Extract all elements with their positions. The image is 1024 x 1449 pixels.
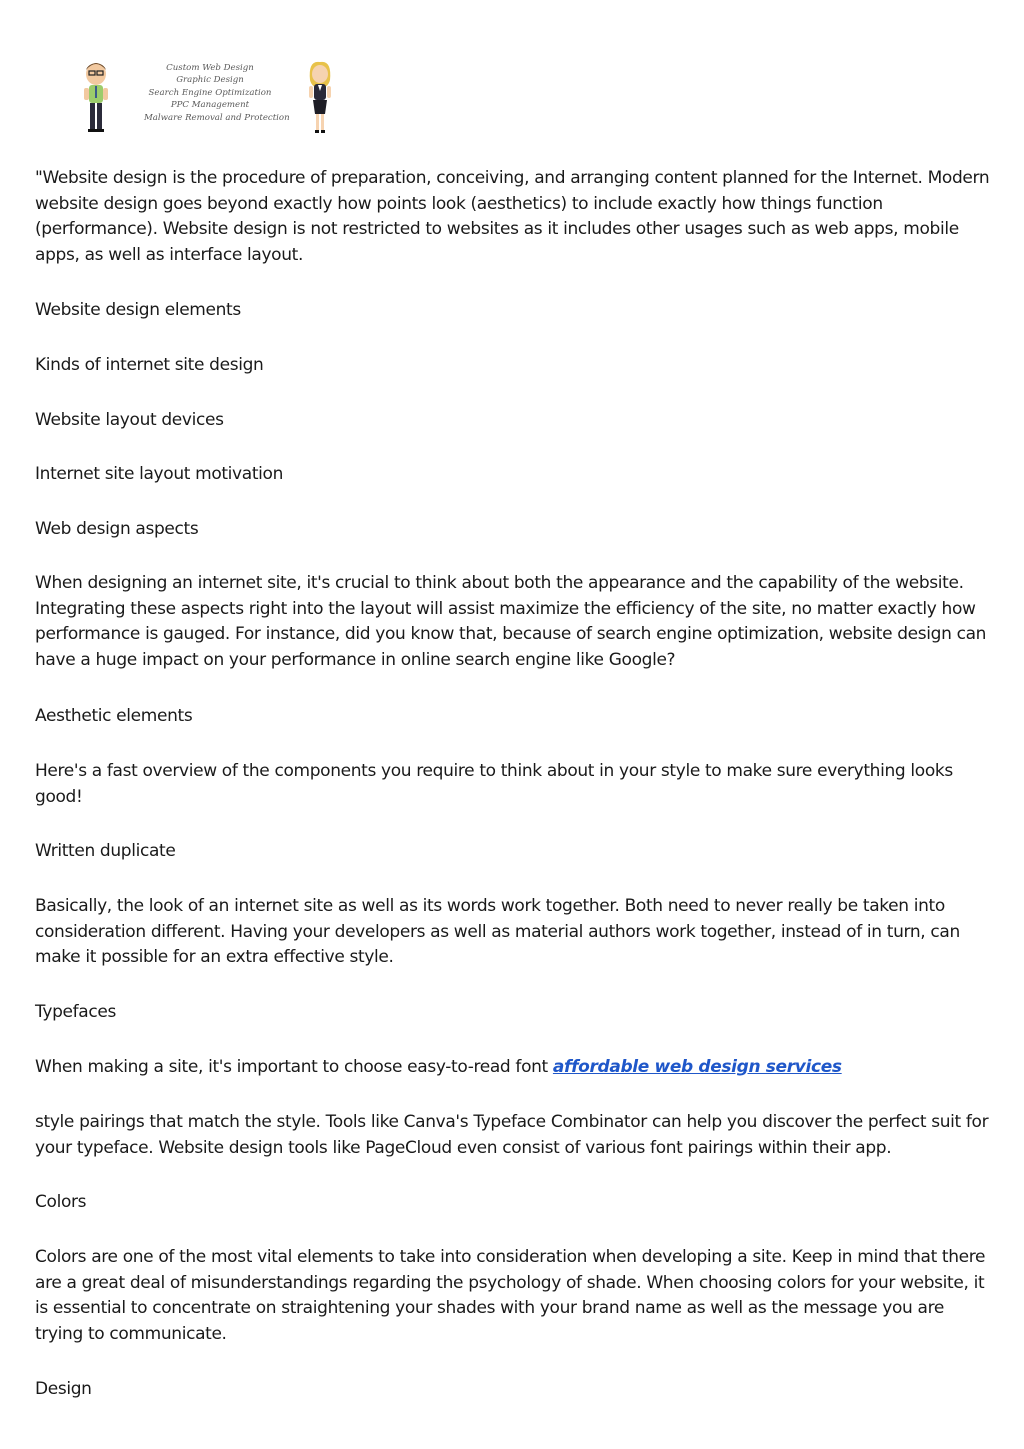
header-banner xyxy=(80,58,340,138)
section-heading: Website design elements xyxy=(35,300,241,320)
service-line: Search Engine Optimization xyxy=(148,87,272,98)
section-heading: Colors xyxy=(35,1192,87,1212)
section-heading: Internet site layout motivation xyxy=(35,464,284,484)
section-heading: Website layout devices xyxy=(35,410,224,430)
body-paragraph: When designing an internet site, it's crucial to think about both the appearance and the capability of the website. Integrating these aspects right into the layout will assist maximize the efficiency of the site, no matter exactly how performance is gauged. For instance, did you know that, because of search engine optimization, website design can have a huge impact on your performance in online search engine like Google? xyxy=(35,573,987,671)
section-heading: Written duplicate xyxy=(35,841,176,861)
body-paragraph: Here's a fast overview of the components you require to think about in your style to make sure everything looks good! xyxy=(35,761,953,807)
service-line: Malware Removal and Protection xyxy=(144,112,290,123)
section-heading: Aesthetic elements xyxy=(35,706,193,726)
body-paragraph: Basically, the look of an internet site as well as its words work together. Both need to never really be taken into consideration different. Having your developers as well as material authors work together, instead of in turn, can make it possible for an extra effective style. xyxy=(35,896,960,968)
body-paragraph: Colors are one of the most vital elements to take into consideration when developing a site. Keep in mind that there are a great deal of misunderstandings regarding the psychology of shade. When choosing colors for your website, it is essential to concentrate on straightening your shades with your brand name as well as the message you are trying to communicate. xyxy=(35,1247,986,1345)
section-heading: Web design aspects xyxy=(35,519,199,539)
woman-cartoon-icon xyxy=(309,62,331,133)
intro-paragraph: "Website design is the procedure of preparation, conceiving, and arranging content planned for the Internet. Modern website design goes beyond exactly how points look (aesthetics) to include exactly how things function (performance). Website design is not restricted to websites as it includes other usages such as web apps, mobile apps, as well as interface layout. xyxy=(35,168,990,266)
paragraph-text: When making a site, it's important to choose easy-to-read font xyxy=(35,1057,548,1077)
section-heading: Design xyxy=(35,1379,92,1399)
service-line: Graphic Design xyxy=(176,75,244,86)
affordable-web-design-link[interactable]: affordable web design services xyxy=(552,1057,842,1077)
service-line: PPC Management xyxy=(170,100,250,111)
service-line: Custom Web Design xyxy=(166,63,254,73)
section-heading: Typefaces xyxy=(35,1002,116,1022)
body-paragraph: style pairings that match the style. Tools like Canva's Typeface Combinator can help you discover the perfect suit for your typeface. Website design tools like PageCloud even consist of various font pairings within their app. xyxy=(35,1112,989,1158)
services-list xyxy=(144,62,290,124)
body-paragraph-with-link xyxy=(35,1055,990,1081)
man-cartoon-icon xyxy=(84,63,108,132)
section-heading: Kinds of internet site design xyxy=(35,355,264,375)
